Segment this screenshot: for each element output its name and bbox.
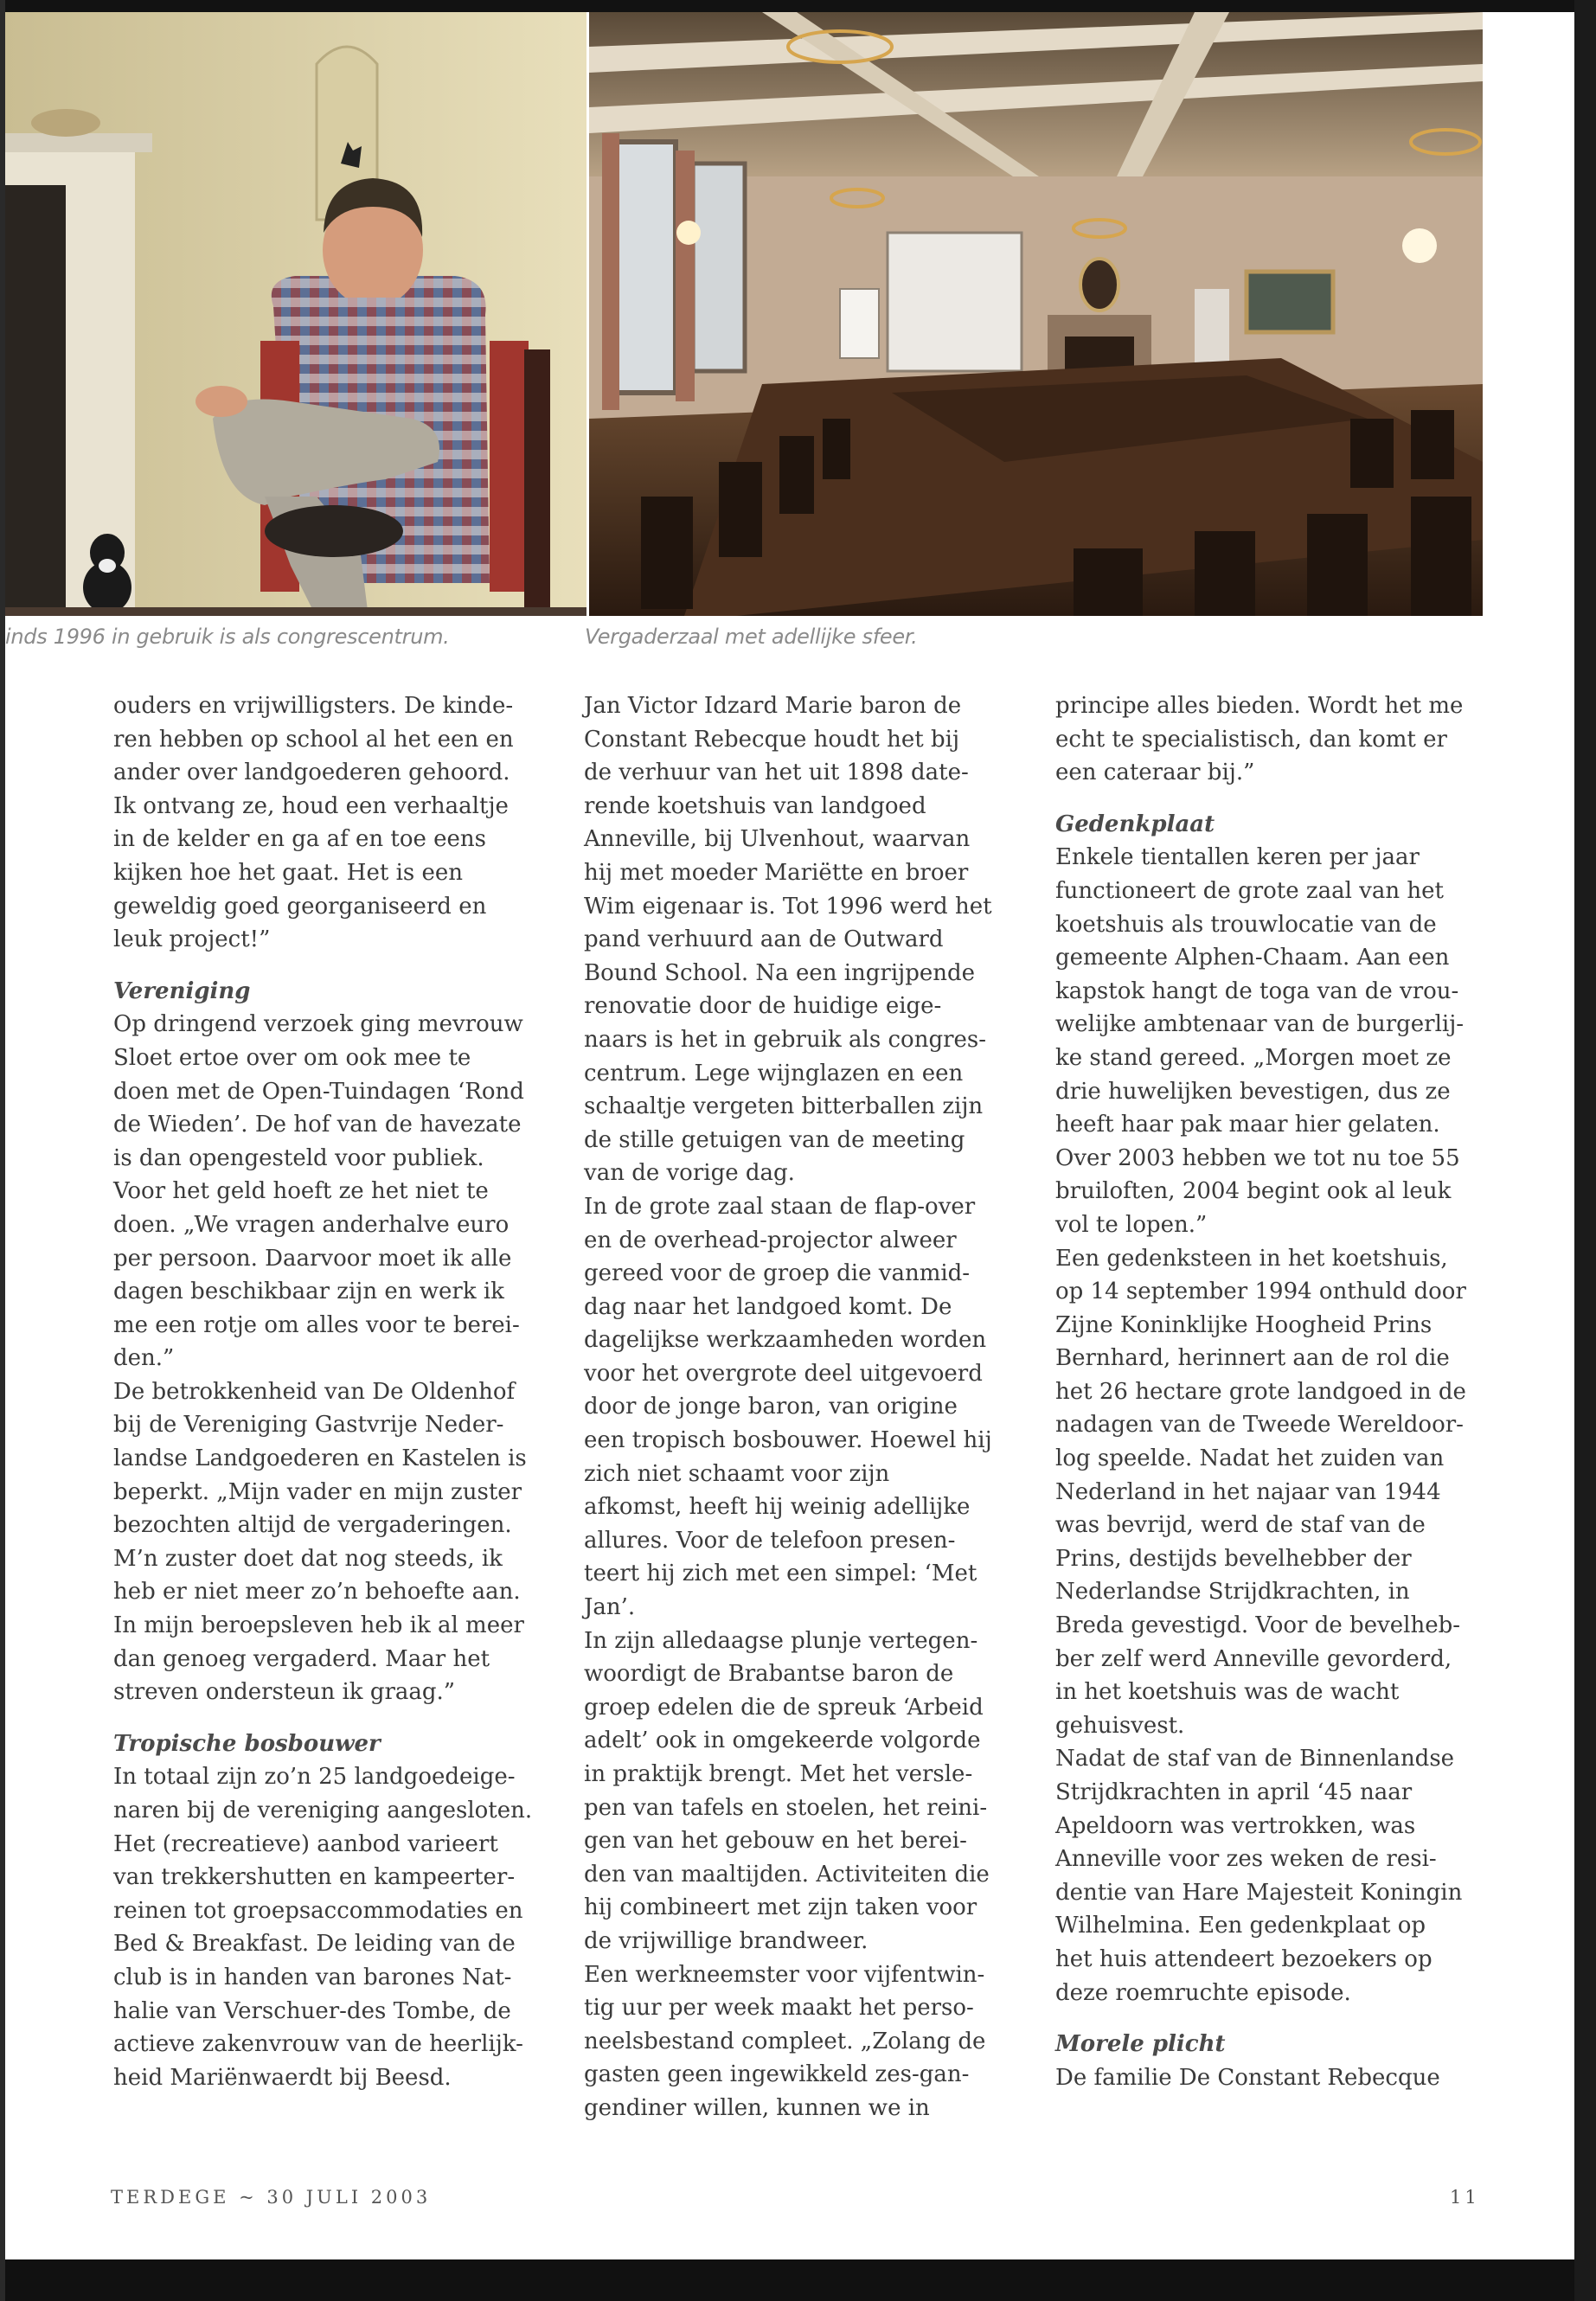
text-line: Constant Rebecque houdt het bij [584, 726, 960, 753]
text-line: dentie van Hare Majesteit Koningin [1055, 1879, 1463, 1906]
scan-border-right [1574, 0, 1596, 2301]
text-line: ren hebben op school al het een en [113, 726, 514, 753]
paragraph-gap [1055, 790, 1509, 808]
text-line: vol te lopen.” [1055, 1211, 1208, 1238]
text-line: ke stand gereed. „Morgen moet ze [1055, 1044, 1452, 1071]
text-line: de verhuur van het uit 1898 date- [584, 760, 969, 786]
text-line: log speelde. Nadat het zuiden van [1055, 1445, 1445, 1472]
text-line: tig uur per week maakt het perso- [584, 1995, 974, 2022]
text-line: bij de Vereniging Gastvrije Neder- [113, 1412, 504, 1439]
text-line: naars is het in gebruik als congres- [584, 1026, 987, 1053]
text-line: in het koetshuis was de wacht [1055, 1679, 1400, 1706]
text-line: In mijn beroepsleven heb ik al meer [113, 1612, 524, 1639]
text-line: heeft haar pak maar hier gelaten. [1055, 1112, 1440, 1138]
text-line: per persoon. Daarvoor moet ik alle [113, 1245, 512, 1272]
text-line: Wilhelmina. Een gedenkplaat op [1055, 1913, 1426, 1939]
text-line: rende koetshuis van landgoed [584, 792, 926, 819]
text-line: landse Landgoederen en Kastelen is [113, 1445, 527, 1472]
text-line: Bernhard, herinnert aan de rol die [1055, 1345, 1450, 1372]
text-line: Prins, destijds bevelhebber der [1055, 1545, 1412, 1572]
text-line: Anneville, bij Ulvenhout, waarvan [584, 826, 971, 853]
text-line: naren bij de vereniging aangesloten. [113, 1798, 533, 1823]
text-line: Nederlandse Strijdkrachten, in [1055, 1579, 1410, 1606]
text-line: Ik ontvang ze, houd een verhaaltje [113, 792, 509, 819]
text-line: is dan opengesteld voor publiek. [113, 1144, 484, 1171]
text-line: bruiloften, 2004 begint ook al leuk [1055, 1178, 1452, 1205]
paragraph-gap [113, 1709, 567, 1727]
text-line: principe alles bieden. Wordt het me [1055, 693, 1464, 719]
text-line: geweldig goed georganiseerd en [113, 893, 487, 920]
article-column-1 [113, 689, 567, 2094]
text-line: pen van tafels en stoelen, het reini- [584, 1794, 988, 1821]
text-line: teert hij zich met een simpel: ‘Met [584, 1561, 977, 1587]
text-line: functioneert de grote zaal van het [1055, 877, 1444, 904]
text-line: streven ondersteun ik graag.” [113, 1679, 456, 1706]
text-line: neelsbestand compleet. „Zolang de [584, 2028, 986, 2054]
text-line: het huis attendeert bezoekers op [1055, 1945, 1433, 1972]
text-line: nadagen van de Tweede Wereldoor- [1055, 1412, 1464, 1439]
text-line: de stille getuigen van de meeting [584, 1126, 965, 1153]
text-line: In de grote zaal staan de flap-over [584, 1193, 976, 1220]
text-line: het 26 hectare grote landgoed in de [1055, 1378, 1466, 1405]
article-column-2 [584, 689, 1038, 2125]
article-column-3 [1055, 689, 1509, 2094]
text-line: van de vorige dag. [584, 1160, 795, 1187]
text-line: adelt’ ook in omgekeerde volgorde [584, 1727, 981, 1754]
text-line: De betrokkenheid van De Oldenhof [113, 1378, 516, 1405]
text-line: koetshuis als trouwlocatie van de [1055, 911, 1437, 938]
text-line: Enkele tientallen keren per jaar [1055, 844, 1420, 871]
text-line: voor het overgrote deel uitgevoerd [584, 1360, 983, 1387]
text-line: bezochten altijd de vergaderingen. [113, 1512, 512, 1539]
text-line: Een werkneemster voor vijfentwin- [584, 1961, 985, 1988]
text-line: De familie De Constant Rebecque [1055, 2064, 1440, 2091]
text-line: leuk project!” [113, 926, 271, 953]
text-line: gen van het gebouw en het berei- [584, 1828, 967, 1855]
text-line: van trekkershutten en kampeerter- [113, 1864, 516, 1891]
caption-right-photo: Vergaderzaal met adellijke sfeer. [585, 625, 918, 649]
text-line: centrum. Lege wijnglazen en een [584, 1060, 964, 1086]
text-line: hij combineert met zijn taken voor [584, 1894, 977, 1921]
text-line: Nadat de staf van de Binnenlandse [1055, 1746, 1455, 1772]
text-line: groep edelen die de spreuk ‘Arbeid [584, 1694, 984, 1721]
text-line: heb er niet meer zo’n behoefte aan. [113, 1579, 521, 1606]
text-line: een tropisch bosbouwer. Hoewel hij [584, 1427, 992, 1454]
text-line: woordigt de Brabantse baron de [584, 1661, 954, 1688]
text-line: dagelijkse werkzaamheden worden [584, 1327, 987, 1354]
section-heading: Gedenkplaat [1055, 811, 1215, 837]
text-line: ander over landgoederen gehoord. [113, 760, 510, 786]
text-line: reinen tot groepsaccommodaties en [113, 1897, 523, 1924]
text-line: Bound School. Na een ingrijpende [584, 959, 976, 986]
text-line: doen met de Open-Tuindagen ‘Rond [113, 1078, 524, 1105]
text-line: Voor het geld hoeft ze het niet te [113, 1178, 489, 1205]
text-line: Over 2003 hebben we tot nu toe 55 [1055, 1144, 1460, 1171]
text-line: Apeldoorn was vertrokken, was [1055, 1812, 1416, 1839]
text-line: Nederland in het najaar van 1944 [1055, 1478, 1441, 1505]
text-line: Op dringend verzoek ging mevrouw [113, 1011, 523, 1038]
section-heading: Morele plicht [1055, 2031, 1226, 2058]
text-line: gasten geen ingewikkeld zes-gan- [584, 2061, 970, 2088]
caption-left-photo: inds 1996 in gebruik is als congrescentrum. [5, 625, 450, 649]
text-line: kapstok hangt de toga van de vrou- [1055, 977, 1459, 1004]
text-line: gehuisvest. [1055, 1712, 1185, 1739]
text-line: Het (recreatieve) aanbod varieert [113, 1830, 498, 1857]
text-line: ouders en vrijwilligsters. De kinde- [113, 693, 514, 719]
scan-border-left [0, 0, 5, 2301]
text-line: de Wieden’. De hof van de havezate [113, 1112, 522, 1138]
text-line: Jan’. [584, 1594, 636, 1621]
text-line: gemeente Alphen-Chaam. Aan een [1055, 945, 1450, 971]
scan-border-top [0, 0, 1596, 12]
section-heading: Tropische bosbouwer [113, 1730, 381, 1757]
text-line: renovatie door de huidige eige- [584, 993, 942, 1020]
footer-publication: TERDEGE ~ 30 JULI 2003 [111, 2187, 432, 2208]
text-line: een cateraar bij.” [1055, 760, 1255, 786]
text-line: M’n zuster doet dat nog steeds, ik [113, 1545, 503, 1572]
text-line: gendiner willen, kunnen we in [584, 2094, 930, 2121]
text-line: Zijne Koninklijke Hoogheid Prins [1055, 1311, 1433, 1338]
text-line: kijken hoe het gaat. Het is een [113, 859, 464, 886]
text-line: Bed & Breakfast. De leiding van de [113, 1931, 516, 1958]
text-line: deze roemruchte episode. [1055, 1979, 1351, 2006]
text-line: den.” [113, 1345, 175, 1372]
text-line: actieve zakenvrouw van de heerlijk- [113, 2031, 523, 2058]
text-line: me een rotje om alles voor te berei- [113, 1311, 520, 1338]
text-line: drie huwelijken bevestigen, dus ze [1055, 1078, 1451, 1105]
paragraph-gap [1055, 2009, 1509, 2028]
text-line: halie van Verschuer-des Tombe, de [113, 1997, 511, 2024]
photo-meeting-hall [589, 12, 1483, 616]
text-line: hij met moeder Mariëtte en broer [584, 859, 969, 886]
text-line: de vrijwillige brandweer. [584, 1927, 869, 1954]
text-line: en de overhead-projector alweer [584, 1227, 957, 1253]
text-line: Een gedenksteen in het koetshuis, [1055, 1245, 1448, 1272]
photo-man-in-armchair [5, 12, 586, 616]
text-line: afkomst, heeft hij weinig adellijke [584, 1494, 971, 1521]
text-line: pand verhuurd aan de Outward [584, 926, 944, 953]
text-line: in de kelder en ga af en toe eens [113, 826, 487, 853]
text-line: echt te specialistisch, dan komt er [1055, 726, 1447, 753]
text-line: Strijdkrachten in april ‘45 naar [1055, 1779, 1413, 1805]
page-number: 11 [1450, 2187, 1480, 2208]
text-line: Anneville voor zes weken de resi- [1055, 1846, 1437, 1873]
text-line: In totaal zijn zo’n 25 landgoedeige- [113, 1764, 516, 1791]
text-line: Wim eigenaar is. Tot 1996 werd het [584, 893, 992, 920]
text-line: In zijn alledaagse plunje vertegen- [584, 1627, 978, 1654]
text-line: doen. „We vragen anderhalve euro [113, 1211, 510, 1238]
text-line: dagen beschikbaar zijn en werk ik [113, 1279, 504, 1305]
text-line: gereed voor de groep die vanmid- [584, 1260, 971, 1287]
text-line: ber zelf werd Anneville gevorderd, [1055, 1645, 1452, 1672]
text-line: beperkt. „Mijn vader en mijn zuster [113, 1478, 522, 1505]
text-line: op 14 september 1994 onthuld door [1055, 1279, 1466, 1305]
text-line: club is in handen van barones Nat- [113, 1964, 512, 1990]
text-line: allures. Voor de telefoon presen- [584, 1527, 956, 1554]
text-line: dag naar het landgoed komt. De [584, 1293, 952, 1320]
section-heading: Vereniging [113, 977, 251, 1004]
text-line: den van maaltijden. Activiteiten die [584, 1861, 990, 1888]
text-line: welijke ambtenaar van de burgerlij- [1055, 1011, 1465, 1038]
text-line: Sloet ertoe over om ook mee te [113, 1044, 471, 1071]
text-line: was bevrijd, werd de staf van de [1055, 1512, 1426, 1539]
text-line: door de jonge baron, van origine [584, 1394, 958, 1420]
text-line: zich niet schaamt voor zijn [584, 1460, 890, 1487]
text-line: schaaltje vergeten bitterballen zijn [584, 1093, 984, 1120]
text-line: dan genoeg vergaderd. Maar het [113, 1645, 490, 1672]
text-line: Jan Victor Idzard Marie baron de [584, 693, 962, 719]
text-line: Breda gevestigd. Voor de bevelheb- [1055, 1612, 1461, 1639]
text-line: in praktijk brengt. Met het versle- [584, 1761, 973, 1787]
text-line: heid Mariënwaerdt bij Beesd. [113, 2064, 452, 2091]
paragraph-gap [113, 957, 567, 975]
scan-border-bottom [0, 2259, 1596, 2301]
